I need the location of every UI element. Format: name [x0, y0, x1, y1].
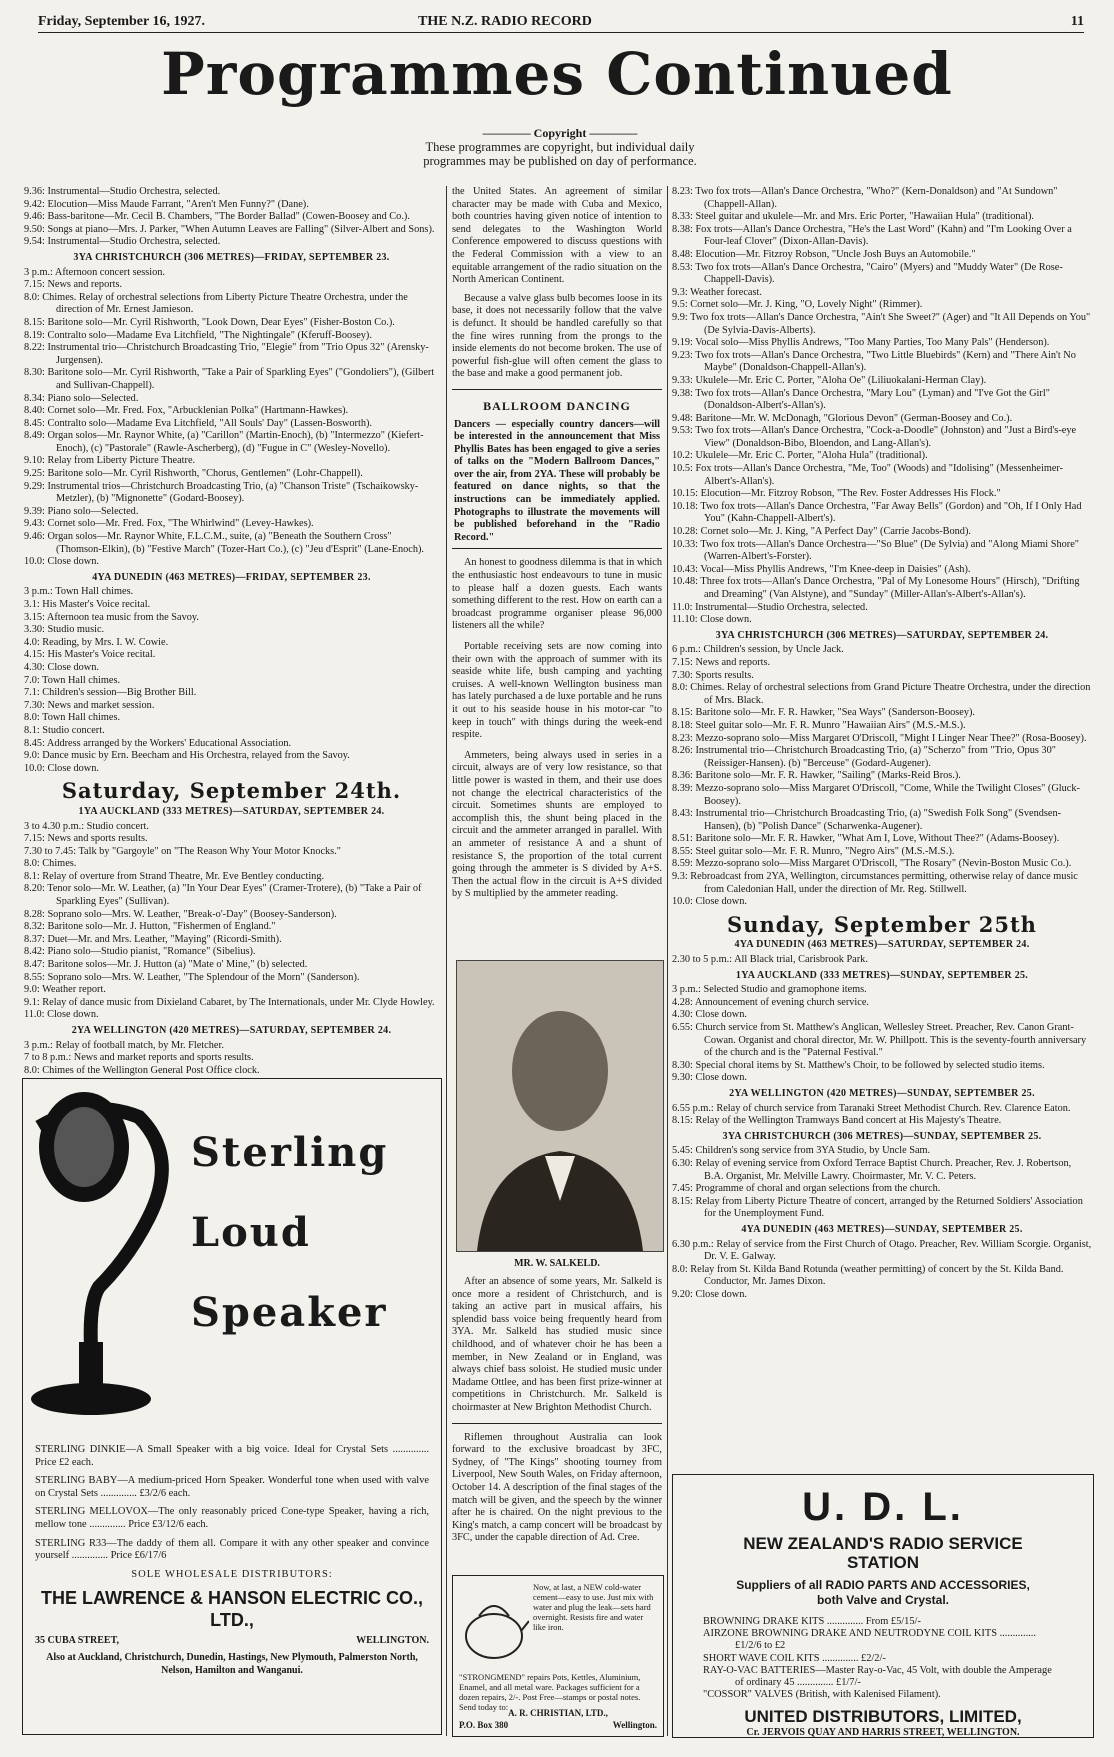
list-item: 10.0: Close down.	[24, 762, 99, 774]
sterling-advertisement	[22, 1078, 442, 1735]
copyright-heading: ———— Copyright ————	[482, 126, 638, 140]
publication-name: THE N.Z. RADIO RECORD	[418, 14, 592, 29]
list-item: 4.30: Close down.	[24, 661, 99, 673]
list-item: STERLING MELLOVOX—The only reasonably priced Cone-type Speaker, having a rich, mellow tone .............. Price £3/12/6 each.	[35, 1506, 429, 1530]
list-item: 8.15: Relay from Liberty Picture Theatre of concert, arranged by the Returned Soldiers' Association for the Unemployment Fund.	[672, 1195, 1083, 1220]
sterling-product-list	[35, 1444, 429, 1683]
sterling-company: THE LAWRENCE & HANSON ELECTRIC CO., LTD.,	[40, 1588, 423, 1631]
list-item: 10.18: Two fox trots—Allan's Dance Orchestra, "Far Away Bells" (Gordon) and "Oh, If I Only Had You" (Kahn-Chappell-Albert's).	[672, 500, 1082, 525]
list-item: 8.45: Contralto solo—Madame Eva Litchfield, "All Souls' Day" (Lassen-Bosworth).	[24, 417, 373, 429]
list-item: 8.1: Relay of overture from Strand Theatre, Mr. Eve Bentley conducting.	[24, 870, 325, 882]
list-item: 3 p.m.: Selected Studio and gramophone items.	[672, 984, 867, 996]
section-heading: 2YA WELLINGTON (420 METRES)—SUNDAY, SEPTEMBER 25.	[729, 1087, 1035, 1099]
list-item: 6.55 p.m.: Relay of church service from Taranaki Street Methodist Church. Rev. Clarence Eaton.	[672, 1102, 1071, 1114]
udl-subtitle-1: NEW ZEALAND'S RADIO SERVICE	[743, 1534, 1023, 1553]
list-item: 8.53: Two fox trots—Allan's Dance Orchestra, "Cairo" (Myers) and "Muddy Water" (De Rose-Chappell-Davis).	[672, 261, 1063, 286]
list-item: 8.32: Baritone solo—Mr. J. Hutton, "Fishermen of England."	[24, 921, 276, 933]
udl-suppliers-2: both Valve and Crystal.	[816, 1593, 950, 1607]
list-item: 3.15: Afternoon tea music from the Savoy.	[24, 611, 199, 623]
list-item: 10.0: Close down.	[672, 896, 747, 908]
list-item: 8.45: Address arranged by the Workers' Educational Association.	[24, 737, 292, 749]
udl-title: U. D. L.	[802, 1485, 964, 1529]
list-item: 6.55: Church service from St. Matthew's Anglican, Wellesley Street. Preacher, Rev. Canon Grant-Cowan. Organist and choral director, Mr. W. Phillpott. This is the seventy-fourth anniversary of the church and is the "Paternal Festival."	[672, 1022, 1087, 1059]
sterling-word-3: Speaker	[191, 1289, 388, 1336]
list-item: 9.48: Baritone—Mr. W. McDonagh, "Glorious Devon" (German-Boosey and Co.).	[672, 412, 1013, 424]
strongmend-address	[459, 1720, 657, 1730]
paragraph: An honest to goodness dilemma is that in which the enthusiastic host endeavours to tune in music to please half a dozen guests. Each wants something different to the rest. How on earth can a broadcast programme organiser please 96,000 listeners all the while?	[452, 557, 662, 632]
list-item: 8.0: Chimes. Relay of orchestral selections from Grand Picture Theatre Orchestra, under the direction of Mrs. Black.	[672, 682, 1091, 706]
list-item: 8.19: Contralto solo—Madame Eva Litchfield, "The Nightingale" (Kferuff-Boosey).	[24, 329, 372, 341]
column-3	[672, 186, 1092, 1301]
column-divider-1	[446, 186, 447, 1736]
list-item: 9.25: Baritone solo—Mr. Cyril Rishworth, "Chorus, Gentlemen" (Lohr-Chappell).	[24, 468, 363, 480]
kettle-icon	[459, 1586, 529, 1666]
list-item: 9.10: Relay from Liberty Picture Theatre.	[24, 455, 196, 467]
list-item: 7 to 8 p.m.: News and market reports and sports results.	[24, 1052, 254, 1064]
column-1	[24, 186, 439, 1128]
sterling-items	[35, 1444, 429, 1563]
sterling-street: 35 CUBA STREET,	[35, 1635, 120, 1647]
list-item: 9.38: Two fox trots—Allan's Dance Orchestra, "Mary Lou" (Lyman) and "I've Got the Girl" (Donaldson-Albert's-Allan's).	[672, 387, 1050, 412]
list-item: 8.48: Elocution—Mr. Fitzroy Robson, "Uncle Josh Buys an Automobile."	[672, 248, 976, 260]
list-item: 10.33: Two fox trots—Allan's Dance Orchestra—"So Blue" (De Sylvia) and "Along Miami Shore" (Warren-Albert's-Forster).	[672, 538, 1079, 563]
list-item: 6.30: Relay of evening service from Oxford Terrace Baptist Church. Preacher, Rev. J. Robertson, B.A. Organist, Mr. Melville Lawry. Choirmaster, Mr. V. C. Peters.	[672, 1157, 1072, 1182]
ballroom-heading: BALLROOM DANCING	[483, 398, 631, 413]
sterling-word-1: Sterling	[191, 1129, 389, 1176]
section-heading: 1YA AUCKLAND (333 METRES)—SUNDAY, SEPTEMBER 25.	[735, 969, 1029, 981]
list-item: 9.9: Two fox trots—Allan's Dance Orchestra, "Ain't She Sweet?" (Ager) and "It All Depends on You" (De Sylvia-Davis-Alberts).	[672, 311, 1091, 336]
list-item: STERLING DINKIE—A Small Speaker with a big voice. Ideal for Crystal Sets .............. Price £2 each.	[35, 1444, 429, 1468]
list-item: 3.1: His Master's Voice recital.	[24, 599, 151, 610]
list-item: 8.33: Steel guitar and ukulele—Mr. and Mrs. Eric Porter, "Hawaiian Hula" (traditional).	[672, 211, 1034, 223]
copyright-line-1: These programmes are copyright, but individual daily	[425, 140, 695, 154]
list-item: 8.18: Steel guitar solo—Mr. F. R. Munro "Hawaiian Airs" (M.S.-M.S.).	[672, 719, 966, 731]
list-s1	[24, 267, 439, 569]
day-heading-saturday: Saturday, September 24th.	[61, 778, 402, 804]
list-item: 10.2: Ukulele—Mr. Eric C. Porter, "Aloha Hula" (traditional).	[672, 450, 928, 462]
section-heading: 4YA DUNEDIN (463 METRES)—FRIDAY, SEPTEMBER 23.	[92, 571, 371, 583]
list-item: 9.42: Elocution—Miss Maude Farrant, "Aren't Men Funny?" (Dane).	[24, 198, 309, 210]
riflemen-paragraph: Riflemen throughout Australia can look forward to the exclusive broadcast by 3FC, Sydney, of "The Kings" shooting tourney from Liverpool, New South Wales, on Friday afternoon, October 14. A description of the final stages of the match will be given, and the speech by the winner after he is chaired. On the night previous to the King's match, a camp concert will be broadcast by 3FC, under the capable direction of Ad. Cree.	[452, 1431, 662, 1544]
list-item: 9.54: Instrumental—Studio Orchestra, selected.	[24, 236, 221, 248]
list-item: 9.39: Piano solo—Selected.	[24, 505, 139, 517]
list-item: STERLING BABY—A medium-priced Horn Speaker. Wonderful tone when used with valve on Crystal Sets .............. £3/2/6 each.	[35, 1475, 429, 1499]
list-item: 9.20: Close down.	[672, 1288, 747, 1300]
list-item: 9.5: Cornet solo—Mr. J. King, "O, Lovely Night" (Rimmer).	[672, 299, 923, 311]
list-item: 8.15: Relay of the Wellington Tramways Band concert at His Majesty's Theatre.	[672, 1115, 1002, 1127]
udl-suppliers-1: Suppliers of all RADIO PARTS AND ACCESSORIES,	[736, 1578, 1030, 1592]
list-item: 5.45: Children's song service from 3YA Studio, by Uncle Sam.	[672, 1145, 931, 1157]
list-item: 8.40: Cornet solo—Mr. Fred. Fox, "Arbucklenian Polka" (Hartmann-Hawkes).	[24, 405, 349, 417]
section-heading: 3YA CHRISTCHURCH (306 METRES)—SUNDAY, SEPTEMBER 25.	[722, 1130, 1042, 1142]
list-item: 7.15: News and reports.	[24, 279, 123, 291]
list-item: 8.30: Baritone solo—Mr. Cyril Rishworth, "Take a Pair of Sparkling Eyes" ("Gondoliers"), (Gilbert and Sullivan-Chappell).	[24, 367, 435, 391]
udl-advertisement	[672, 1474, 1094, 1738]
list-item: 7.30: Sports results.	[672, 669, 754, 681]
section-heading: 3YA CHRISTCHURCH (306 METRES)—SATURDAY, SEPTEMBER 24.	[715, 629, 1049, 641]
strongmend-text-2: "STRONGMEND" repairs Pots, Kettles, Aluminium, Enamel, and all metal ware. Packages sufficient for a dozen repairs, 2/-. Post Free—stamps or postal notes. Send today to:	[459, 1672, 641, 1712]
ballroom-box	[452, 389, 662, 550]
sterling-address	[35, 1635, 429, 1648]
sterling-branches: Also at Auckland, Christchurch, Dunedin, Hastings, New Plymouth, Palmerston North, Nelson, Hamilton and Wanganui.	[46, 1651, 418, 1676]
list-s6	[672, 954, 1092, 967]
list-s2	[24, 586, 439, 775]
list-item: 2.30 to 5 p.m.: All Black trial, Carisbrook Park.	[672, 954, 868, 966]
list-item: 4.30: Close down.	[672, 1009, 747, 1021]
list-item: 9.1: Relay of dance music from Dixieland Cabaret, by The Internationals, under Mr. Clyde Howley.	[24, 996, 435, 1008]
us-agreement-paragraph: the United States. An agreement of similar character may be made with Cuba and Mexico, both countries having given notice of intention to send delegates to the Washington World Conference empowered to discuss questions with the Federal Commission with a view to an equitable arrangement of the radio situation on the North American Continent.	[452, 186, 662, 286]
section-heading: 2YA WELLINGTON (420 METRES)—SATURDAY, SEPTEMBER 24.	[71, 1025, 392, 1036]
list-s3	[24, 821, 439, 1023]
header-rule	[38, 32, 1084, 33]
list-item: 3 p.m.: Town Hall chimes.	[24, 586, 134, 598]
ballroom-text: Dancers — especially country dancers—will be interested in the announcement that Miss Phyllis Bates has been engaged to give a series of talks on the "Modern Ballroom Dances," over the air, from 2YA. These will probably be featured on dance nights, so that the instructions can be immediately applied. Photographs to illustrate the movements will be published beforehand in the "Radio Record."	[454, 418, 660, 543]
valve-paragraph: Because a valve glass bulb becomes loose in its base, it does not necessarily follow that the valve is defunct. It should be handled carefully so that the fine wires running from the prongs to the inside elements do not become broken. The use of powerful fish-glue will often cement the glass to the base and make a good permanent job.	[452, 292, 662, 380]
list-item: 9.50: Songs at piano—Mrs. J. Parker, "When Autumn Leaves are Falling" (Silver-Albert and Sons).	[24, 223, 435, 235]
list-item: 9.46: Bass-baritone—Mr. Cecil B. Chambers, "The Border Ballad" (Cowen-Boosey and Co.).	[24, 211, 410, 223]
list-item: 10.48: Three fox trots—Allan's Dance Orchestra, "Pal of My Lonesome Hours" (Hirsch), "Drifting and Dreaming" (Van Alstyne), and "Sunday" (Miller-Allan's-Albert's-Allan's).	[672, 576, 1080, 600]
list-s7	[672, 984, 1092, 1085]
list-item: 7.1: Children's session—Big Brother Bill.	[24, 687, 197, 699]
list-item: 4.0: Reading, by Mrs. I. W. Cowie.	[24, 636, 169, 648]
column-2-lower	[452, 1276, 662, 1545]
list-item: 8.42: Piano solo—Studio pianist, "Romance" (Sibelius).	[24, 946, 256, 958]
list-item: STERLING R33—The daddy of them all. Compare it with any other speaker and convince yourself .............. Price £6/17/6	[35, 1537, 429, 1562]
col2-paragraphs	[452, 557, 662, 900]
salkeld-paragraph: After an absence of some years, Mr. Salkeld is once more a resident of Christchurch, and is taking an active part in musical affairs, his splendid bass voice being frequently heard from 3YA. Mr. Salkeld has studied music since childhood, and of whatever choir he has been a member, in New Zealand or in England, was always chief bass soloist. He studied music under Madame Ottlee, and has been first prize-winner at competitions in Christchurch. Mr. Salkeld is choirmaster at New Brighton Methodist Church.	[452, 1276, 662, 1413]
strongmend-advertisement	[452, 1575, 664, 1737]
list-item: 8.0: Chimes of the Wellington General Post Office clock.	[24, 1064, 260, 1076]
list-item: 8.36: Baritone solo—Mr. F. R. Hawker, "Sailing" (Marks-Reid Bros.).	[672, 770, 961, 782]
list-item: 9.19: Vocal solo—Miss Phyllis Andrews, "Too Many Parties, Too Many Pals" (Henderson).	[672, 337, 1050, 349]
list-item: 7.30: News and market session.	[24, 699, 155, 711]
list-item: 8.0: Town Hall chimes.	[24, 712, 121, 724]
list-item: 7.15: News and reports.	[672, 656, 771, 668]
copyright-notice	[300, 126, 820, 168]
list-item: 9.0: Weather report.	[24, 984, 106, 996]
list-item: RAY-O-VAC BATTERIES—Master Ray-o-Vac, 45 Volt, with double the Amperage of ordinary 45 .............. £1/7/-	[703, 1664, 1052, 1689]
page-number: 11	[1070, 14, 1084, 29]
list-item: 8.38: Fox trots—Allan's Dance Orchestra, "He's the Last Word" (Kahn) and "I'm Looking Over a Four-leaf Clover" (Dixon-Allan-Davis).	[672, 223, 1072, 248]
list-item: 3 p.m.: Relay of football match, by Mr. Fletcher.	[24, 1039, 224, 1051]
list-item: 4.28: Announcement of evening church service.	[672, 996, 870, 1008]
list-item: 8.22: Instrumental trio—Christchurch Broadcasting Trio, "Elegie" from "Trio Opus 32" (Arensky-Jurgensen).	[24, 342, 429, 366]
photo-caption: MR. W. SALKELD.	[514, 1258, 600, 1269]
section-heading: 3YA CHRISTCHURCH (306 METRES)—FRIDAY, SEPTEMBER 23.	[73, 251, 390, 263]
list-item: 8.23: Mezzo-soprano solo—Miss Margaret O'Driscoll, "Might I Linger Near Thee?" (Rosa-Boosey).	[672, 732, 1087, 744]
list-item: 10.43: Vocal—Miss Phyllis Andrews, "I'm Knee-deep in Daisies" (Ash).	[672, 563, 971, 575]
column-divider-2	[667, 186, 668, 1736]
strongmend-box: P.O. Box 380	[459, 1720, 509, 1730]
list-item: 9.29: Instrumental trios—Christchurch Broadcasting Trio, (a) "Chanson Triste" (Tschaikowsky-Metzler), (b) "Mignonette" (Godard-Boosey).	[24, 480, 419, 505]
list-item: 11.0: Close down.	[24, 1009, 99, 1021]
list-item: 7.30 to 7.45: Talk by "Gargoyle" on "The Reason Why Your Motor Knocks."	[24, 845, 341, 857]
list-item: AIRZONE BROWNING DRAKE AND NEUTRODYNE COIL KITS .............. £1/2/6 to £2	[703, 1628, 1036, 1652]
list-item: 8.28: Soprano solo—Mrs. W. Leather, "Break-o'-Day" (Boosey-Sanderson).	[24, 908, 337, 920]
issue-date: Friday, September 16, 1927.	[38, 14, 205, 29]
list-s10	[672, 1239, 1092, 1302]
list-item: 8.26: Instrumental trio—Christchurch Broadcasting Trio, (a) "Scherzo" from "Trio, Opus 30" (Reissiger-Hansen). (b) "Berceuse" (Godard-Augener).	[672, 745, 1056, 769]
udl-subtitle-2: STATION	[846, 1553, 920, 1572]
paragraph: Portable receiving sets are now coming into their own with the approach of summer with its seaside white life, bush camping and yachting cruises. A well-known Wellington business man has lately purchased a de luxe portable and he runs it out to his seaside house in his motor-car "to keep in touch" with things during the week-end respite.	[452, 641, 662, 741]
list-item: 8.37: Duet—Mr. and Mrs. Leather, "Maying" (Ricordi-Smith).	[24, 933, 282, 945]
list-item: 4.15: His Master's Voice recital.	[24, 649, 156, 661]
list-item: 8.55: Soprano solo—Mrs. W. Leather, "The Splendour of the Morn" (Sanderson).	[24, 971, 360, 983]
list-item: 3 to 4.30 p.m.: Studio concert.	[24, 820, 149, 832]
list-item: 9.53: Two fox trots—Allan's Dance Orchestra, "Cock-a-Doodle" (Johnston) and "Just a Bird's-eye View" (Donaldson-Bibo, Bloendon, and Lang-Allan's).	[672, 425, 1077, 449]
list-item: 8.30: Special choral items by St. Matthew's Choir, to be followed by selected studio items.	[672, 1059, 1045, 1071]
list-item: 9.43: Cornet solo—Mr. Fred. Fox, "The Whirlwind" (Levey-Hawkes).	[24, 518, 314, 530]
list-item: 8.23: Two fox trots—Allan's Dance Orchestra, "Who?" (Kern-Donaldson) and "At Sundown" (Chappell-Allan).	[672, 186, 1058, 210]
list-item: 8.51: Baritone solo—Mr. F. R. Hawker, "What Am I, Love, Without Thee?" (Adams-Boosey).	[672, 833, 1060, 845]
list-item: 9.46: Organ solos—Mr. Raynor White, F.L.C.M., suite, (a) "Beneath the Southern Cross" (Thomson-Elkin), (b) "Festive March" (Tozer-Hart Co.), (c) "Jeu d'Esprit" (Lane-Enoch).	[24, 531, 425, 555]
loud-speaker-illustration	[29, 1087, 189, 1437]
list-item: 8.0: Chimes. Relay of orchestral selections from Liberty Picture Theatre Orchestra, under the direction of Mr. Ernest Jamieson.	[24, 291, 408, 316]
list-item: 11.0: Instrumental—Studio Orchestra, selected.	[672, 601, 868, 613]
list-item: 9.0: Dance music by Ern. Beecham and His Orchestra, relayed from the Savoy.	[24, 750, 350, 762]
section-heading: 1YA AUCKLAND (333 METRES)—SATURDAY, SEPTEMBER 24.	[78, 805, 385, 817]
list-item: 10.15: Elocution—Mr. Fitzroy Robson, "The Rev. Foster Addresses His Flock."	[672, 488, 1001, 500]
day-heading-sunday: Sunday, September 25th	[727, 911, 1037, 937]
list-s8	[672, 1103, 1092, 1128]
strongmend-company: A. R. CHRISTIAN, LTD.,	[508, 1708, 608, 1718]
strongmend-text: Now, at last, a NEW cold-water cement—easy to use. Just mix with water and plug the leak—sets hard overnight. Resists fire and water like iron.	[533, 1582, 654, 1632]
list-item: 8.34: Piano solo—Selected.	[24, 392, 139, 404]
list-col1-top	[24, 186, 439, 249]
list-item: BROWNING DRAKE KITS .............. From £5/15/-	[703, 1616, 921, 1627]
list-item: 8.0: Relay from St. Kilda Band Rotunda (weather permitting) of concert by the St. Kilda Band. Conductor, Mr. James Dixon.	[672, 1263, 1064, 1288]
list-item: 11.10: Close down.	[672, 614, 752, 626]
list-col3-a	[672, 186, 1092, 627]
list-item: 9.36: Instrumental—Studio Orchestra, selected.	[24, 186, 221, 197]
list-item: "COSSOR" VALVES (British, with Kalenised Filament).	[703, 1689, 941, 1701]
list-item: 7.45: Programme of choral and organ selections from the church.	[672, 1183, 941, 1195]
copyright-line-2: programmes may be published on day of performance.	[423, 154, 697, 168]
portrait-icon	[457, 961, 663, 1251]
list-item: 3.30: Studio music.	[24, 624, 105, 636]
list-item: SHORT WAVE COIL KITS .............. £2/2/-	[703, 1652, 886, 1664]
list-item: 8.0: Chimes.	[24, 858, 77, 870]
list-item: 6.30 p.m.: Relay of service from the First Church of Otago. Preacher, Rev. William Scorgie. Organist, Dr. V. E. Galway.	[672, 1238, 1092, 1263]
list-item: 8.43: Instrumental trio—Christchurch Broadcasting Trio, (a) "Swedish Folk Song" (Svendsen-Hansen), (b) "Polish Dance" (Scharwenka-Augener).	[672, 808, 1062, 832]
list-item: 9.33: Ukulele—Mr. Eric C. Porter, "Aloha Oe" (Liliuokalani-Herman Clay).	[672, 374, 987, 386]
list-item: 9.3: Weather forecast.	[672, 286, 762, 298]
list-s9	[672, 1145, 1092, 1221]
list-item: 3 p.m.: Afternoon concert session.	[24, 266, 165, 278]
list-s5	[672, 644, 1092, 908]
udl-company: UNITED DISTRIBUTORS, LIMITED,	[744, 1707, 1022, 1727]
list-item: 8.59: Mezzo-soprano solo—Miss Margaret O'Driscoll, "The Rosary" (Nevin-Boston Music Co.).	[672, 858, 1072, 870]
section-heading: 4YA DUNEDIN (463 METRES)—SUNDAY, SEPTEMBER 25.	[741, 1223, 1023, 1235]
section-heading: 4YA DUNEDIN (463 METRES)—SATURDAY, SEPTEMBER 24.	[734, 939, 1030, 951]
list-item: 8.1: Studio concert.	[24, 724, 105, 736]
page-header	[38, 8, 1084, 32]
list-item: 8.55: Steel guitar solo—Mr. F. R. Munro, "Negro Airs" (M.S.-M.S.).	[672, 845, 955, 857]
divider	[452, 1423, 662, 1424]
list-item: 8.39: Mezzo-soprano solo—Miss Margaret O'Driscoll, "Come, While the Twilight Closes" (Gluck-Boosey).	[672, 782, 1080, 807]
sterling-word-2: Loud	[191, 1209, 311, 1256]
sterling-distributors: SOLE WHOLESALE DISTRIBUTORS:	[131, 1568, 333, 1580]
udl-address: Cr. JERVOIS QUAY AND HARRIS STREET, WELLINGTON.	[746, 1727, 1020, 1739]
page-title: Programmes Continued	[161, 40, 953, 108]
list-item: 6 p.m.: Children's session, by Uncle Jack.	[672, 644, 844, 656]
list-item: 7.0: Town Hall chimes.	[24, 674, 121, 686]
list-item: 8.47: Baritone solos—Mr. J. Hutton (a) "Mate o' Mine," (b) selected.	[24, 959, 308, 971]
udl-items	[703, 1616, 1063, 1701]
list-item: 8.15: Baritone solo—Mr. F. R. Hawker, "Sea Ways" (Sanderson-Boosey).	[672, 707, 976, 719]
sterling-city: WELLINGTON.	[356, 1635, 429, 1647]
list-item: 8.20: Tenor solo—Mr. W. Leather, (a) "In Your Dear Eyes" (Cramer-Trotere), (b) "Take a Pair of Sparkling Eyes" (Sullivan).	[24, 883, 422, 908]
list-item: 7.15: News and sports results.	[24, 833, 148, 845]
strongmend-city: Wellington.	[612, 1720, 657, 1730]
list-item: 8.15: Baritone solo—Mr. Cyril Rishworth, "Look Down, Dear Eyes" (Fisher-Boston Co.).	[24, 316, 395, 328]
list-item: 10.0: Close down.	[24, 556, 99, 568]
salkeld-photo	[456, 960, 664, 1252]
list-item: 9.23: Two fox trots—Allan's Dance Orchestra, "Two Little Bluebirds" (Kern) and "There Ain't No Maybe" (Donaldson-Chappell-Allan's).	[672, 349, 1076, 374]
list-item: 9.30: Close down.	[672, 1072, 747, 1084]
list-item: 9.3: Rebroadcast from 2YA, Wellington, circumstances permitting, otherwise relay of dance music from Caledonian Hall, under the direction of Mr. Reg. Stillwell.	[672, 871, 1078, 895]
list-item: 8.49: Organ solos—Mr. Raynor White, (a) "Carillon" (Martin-Enoch), (b) "Intermezzo" (Kiefert-Enoch), (c) "Pastorale" (Rawle-Ascherberg), (d) "Fugue in C" (Wesley-Novello).	[24, 430, 424, 454]
column-2	[452, 186, 662, 901]
paragraph: Ammeters, being always used in series in a circuit, always are of very low resistance, so that little power is wasted in them, and their use does not change the electrical characteristics of the circuit. Sometimes shunts are employed to accomplish this, the shunt being placed in the circuit and the ammeter arranged in parallel. With an ammeter of resistance A and a shunt of resistance S, the proportion of the total current going through the ammeter is S divided by A+S. Then the actual flow in the circuit is A+S divided by S multiplied by the ammeter reading.	[452, 749, 662, 900]
list-item: 10.28: Cornet solo—Mr. J. King, "A Perfect Day" (Carrie Jacobs-Bond).	[672, 526, 971, 538]
list-item: 10.5: Fox trots—Allan's Dance Orchestra, "Me, Too" (Woods) and "Idolising" (Messenheimer-Albert's-Allan's).	[672, 463, 1064, 487]
